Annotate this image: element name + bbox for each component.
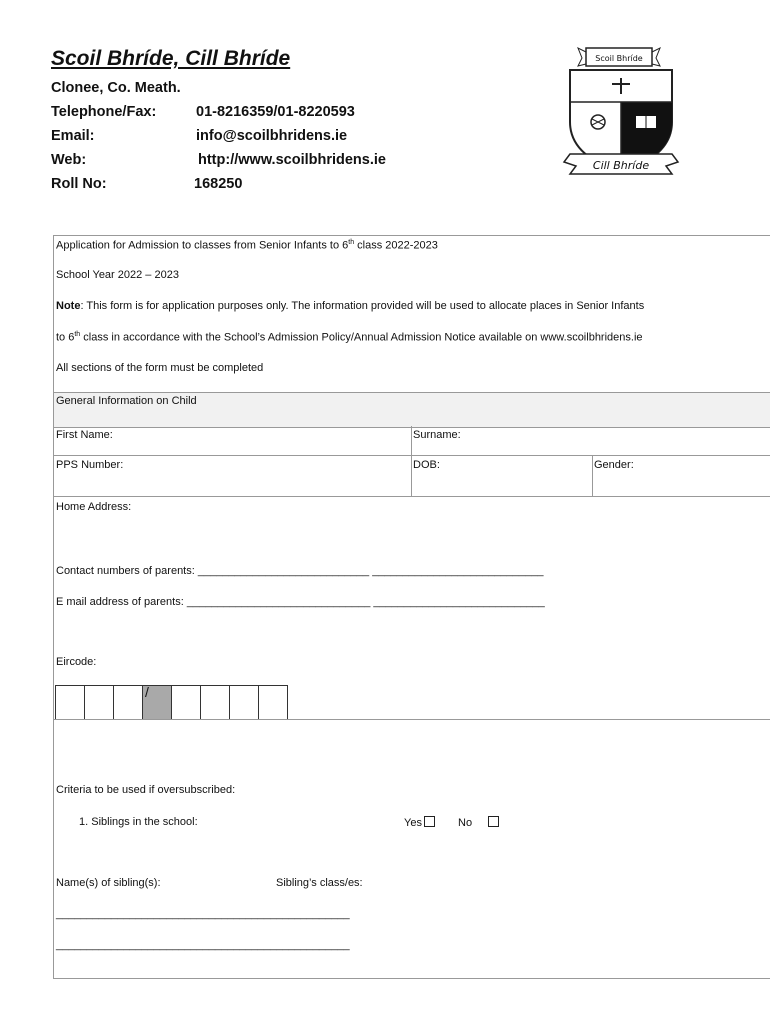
- row-divider: [54, 496, 770, 497]
- contact-numbers-field[interactable]: Contact numbers of parents: ____________________________ ____________________________: [56, 565, 544, 577]
- school-crest-logo: [556, 44, 686, 184]
- sibling-class-label: Sibling’s class/es:: [276, 877, 363, 889]
- row-divider: [54, 719, 770, 720]
- yes-option[interactable]: Yes: [404, 816, 435, 829]
- eircode-box[interactable]: [172, 686, 201, 719]
- surname-field[interactable]: Surname:: [413, 429, 461, 441]
- criteria-heading: Criteria to be used if oversubscribed:: [56, 784, 236, 796]
- svg-text:Cill Bhríde: Cill Bhríde: [592, 159, 650, 172]
- telephone-value: 01-8216359/01-8220593: [196, 104, 355, 120]
- school-year: School Year 2022 – 2023: [56, 269, 179, 281]
- eircode-label: Eircode:: [56, 656, 97, 668]
- yes-checkbox[interactable]: [424, 816, 435, 827]
- sibling-line[interactable]: ________________________________________________: [56, 908, 350, 920]
- application-form: [53, 235, 770, 979]
- email-parents-field[interactable]: E mail address of parents: ______________________________ ____________________________: [56, 596, 545, 608]
- no-option[interactable]: No: [458, 816, 499, 829]
- general-info-header: General Information on Child: [54, 392, 770, 428]
- eircode-box[interactable]: [230, 686, 259, 719]
- column-divider: [411, 426, 412, 496]
- eircode-box[interactable]: [56, 686, 85, 719]
- eircode-box[interactable]: [259, 686, 287, 719]
- eircode-box[interactable]: [85, 686, 114, 719]
- web-value[interactable]: http://www.scoilbhridens.ie: [198, 152, 386, 168]
- email-value[interactable]: info@scoilbhridens.ie: [196, 128, 348, 144]
- sibling-line[interactable]: ________________________________________________: [56, 939, 350, 951]
- gender-field[interactable]: Gender:: [594, 459, 634, 471]
- eircode-separator-box: /: [143, 686, 172, 719]
- no-checkbox[interactable]: [488, 816, 499, 827]
- note-line-1: Note: This form is for application purposes only. The information provided will be used to allocate places in Senior Infants: [56, 300, 645, 312]
- pps-number-field[interactable]: PPS Number:: [56, 459, 124, 471]
- row-divider: [54, 455, 770, 456]
- first-name-field[interactable]: First Name:: [56, 429, 113, 441]
- eircode-input[interactable]: [55, 685, 288, 720]
- form-title: Application for Admission to classes from Senior Infants to 6th class 2022-2023: [56, 239, 438, 252]
- svg-text:Scoil Bhríde: Scoil Bhríde: [595, 54, 643, 63]
- roll-value: 168250: [194, 176, 243, 192]
- all-sections-note: All sections of the form must be completed: [56, 362, 264, 374]
- eircode-box[interactable]: [201, 686, 230, 719]
- dob-field[interactable]: DOB:: [413, 459, 440, 471]
- siblings-question: 1. Siblings in the school:: [79, 816, 198, 828]
- school-name: Scoil Bhríde, Cill Bhríde: [51, 47, 291, 70]
- eircode-box[interactable]: [114, 686, 143, 719]
- note-line-2: to 6th class in accordance with the School’s Admission Policy/Annual Admission Notice available on www.scoilbhridens.ie: [56, 331, 643, 344]
- column-divider: [592, 455, 593, 496]
- sibling-names-label: Name(s) of sibling(s):: [56, 877, 161, 889]
- home-address-field[interactable]: Home Address:: [56, 501, 132, 513]
